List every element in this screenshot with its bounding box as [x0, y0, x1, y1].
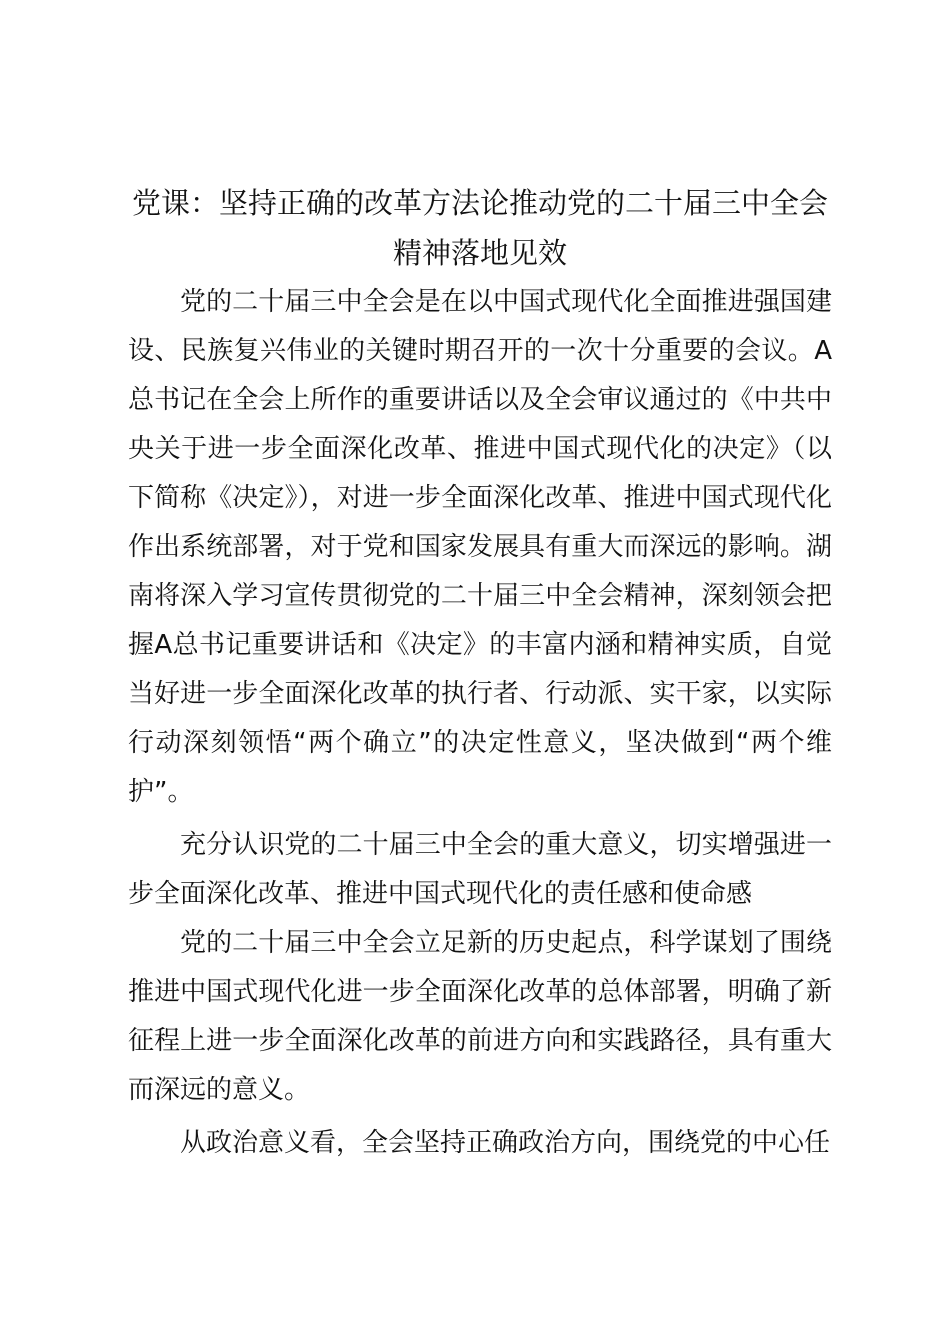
document-body — [128, 178, 832, 1168]
title-line-1: 党课：坚持正确的改革方法论推动党的二十届三中全会 — [131, 186, 828, 220]
section-heading: 充分认识党的二十届三中全会的重大意义，切实增强进一步全面深化改革、推进中国式现代化的责任感和使命感 — [128, 830, 832, 909]
title-line-2: 精神落地见效 — [392, 236, 567, 270]
document-title — [128, 178, 832, 278]
paragraph-significance: 党的二十届三中全会立足新的历史起点，科学谋划了围绕推进中国式现代化进一步全面深化改革的总体部署，明确了新征程上进一步全面深化改革的前进方向和实践路径，具有重大而深远的意义。 — [128, 928, 832, 1105]
paragraph-intro: 党的二十届三中全会是在以中国式现代化全面推进强国建设、民族复兴伟业的关键时期召开的一次十分重要的会议。A总书记在全会上所作的重要讲话以及全会审议通过的《中共中央关于进一步全面深化改革、推进中国式现代化的决定》（以下简称《决定》），对进一步全面深化改革、推进中国式现代化作出系统部署，对于党和国家发展具有重大而深远的影响。湖南将深入学习宣传贯彻党的二十届三中全会精神，深刻领会把握A总书记重要讲话和《决定》的丰富内涵和精神实质，自觉当好进一步全面深化改革的执行者、行动派、实干家，以实际行动深刻领悟“两个确立”的决定性意义，坚决做到“两个维护”。 — [128, 287, 832, 807]
paragraph-political: 从政治意义看，全会坚持正确政治方向，围绕党的中心任 — [180, 1128, 831, 1158]
